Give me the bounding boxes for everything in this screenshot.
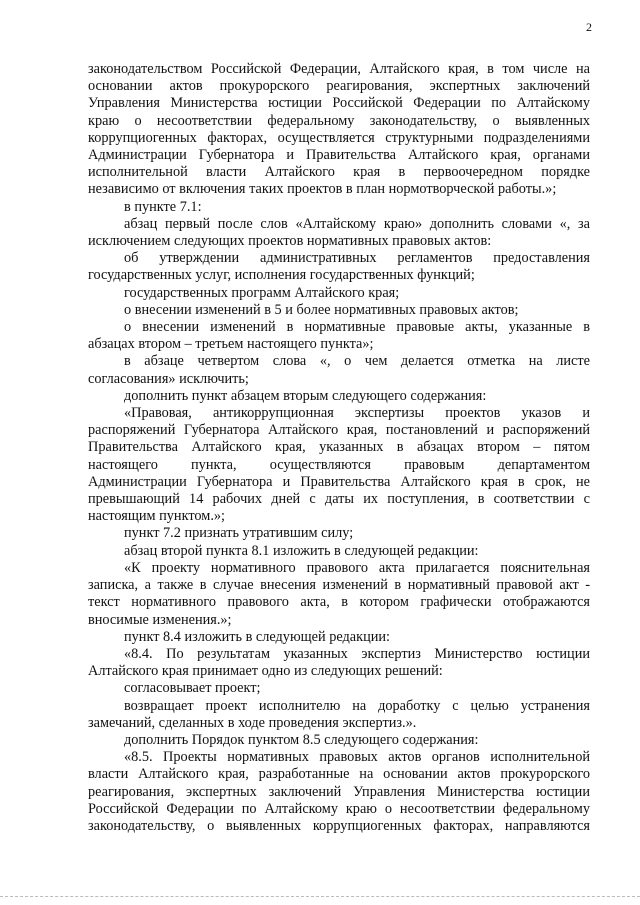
text-line: законодательству, о выявленных коррупциогенных факторах, направляются [88, 817, 590, 834]
text-line: абзац второй пункта 8.1 изложить в следующей редакции: [124, 542, 479, 559]
text-line: замечаний, сделанных в ходе проведения экспертиз.». [88, 714, 417, 731]
text-line: в абзаце четвертом слова «, о чем делается отметка на листе [124, 353, 590, 370]
text-line: дополнить Порядок пунктом 8.5 следующего содержания: [124, 731, 479, 748]
text-line: настоящим пунктом.»; [88, 508, 226, 525]
text-line: краю о несоответствии федеральному законодательству, о выявленных [88, 112, 590, 129]
text-line: Управления Министерства юстиции Российской Федерации по Алтайскому [88, 95, 590, 112]
text-line: пункт 7.2 признать утратившим силу; [124, 525, 354, 542]
text-line: «К проекту нормативного правового акта прилагается пояснительная [124, 559, 590, 576]
text-line: «8.4. По результатам указанных экспертиз Министерство юстиции [124, 645, 590, 662]
text-line: согласовывает проект; [124, 680, 261, 697]
page-number: 2 [586, 20, 592, 34]
text-line: коррупциогенных факторах, осуществляется структурными подразделениями [88, 129, 590, 146]
text-line: текст нормативного правового акта, в котором графически отображаются [88, 594, 590, 611]
text-line: «Правовая, антикоррупционная экспертизы проектов указов и [124, 405, 590, 422]
text-line: пункт 8.4 изложить в следующей редакции: [124, 628, 391, 645]
text-line: Администрации Губернатора и Правительства Алтайского края в срок, не [88, 473, 590, 490]
text-line: Алтайского края принимает одно из следующих решений: [88, 663, 443, 680]
document-body [88, 61, 590, 835]
text-line: об утверждении административных регламентов предоставления [124, 250, 590, 267]
text-line: о внесении изменений в нормативные правовые акты, указанные в [124, 319, 590, 336]
text-line: вносимые изменения.»; [88, 611, 232, 628]
text-line: государственных услуг, исполнения государственных функций; [88, 267, 475, 284]
text-line: основании актов прокурорского реагирования, экспертных заключений [88, 78, 590, 95]
text-line: превышающий 14 рабочих дней с даты их поступления, в соответствии с [88, 491, 590, 508]
text-line: дополнить пункт абзацем вторым следующего содержания: [124, 387, 487, 404]
text-line: реагирования, экспертных заключений Управления Министерства юстиции [88, 783, 590, 800]
text-line: согласования» исключить; [88, 370, 249, 387]
text-line: законодательством Российской Федерации, Алтайского края, в том числе на [88, 61, 590, 77]
text-line: независимо от включения таких проектов в план нормотворческой работы.»; [88, 181, 557, 198]
text-line: абзац первый после слов «Алтайскому краю» дополнить словами «, за [124, 215, 590, 232]
text-line: абзацах втором – третьем настоящего пункта»; [88, 336, 374, 353]
text-line: возвращает проект исполнителю на доработку с целью устранения [124, 697, 590, 714]
text-line: исполнительной власти Алтайского края в первоочередном порядке [88, 164, 590, 181]
text-line: власти Алтайского края, разработанные на основании актов прокурорского [88, 766, 590, 783]
text-line: государственных программ Алтайского края; [124, 284, 400, 301]
text-line: распоряжений Губернатора Алтайского края, постановлений и распоряжений [88, 422, 590, 439]
scan-edge-marks [0, 896, 640, 898]
text-line: записка, а также в случае внесения изменений в нормативный правовой акт - [88, 577, 590, 594]
text-line: Правительства Алтайского края, указанных в абзацах втором – пятом [88, 439, 590, 456]
text-line: настоящего пункта, осуществляются правовым департаментом [88, 456, 590, 473]
text-line: «8.5. Проекты нормативных правовых актов органов исполнительной [124, 749, 590, 766]
text-line: в пункте 7.1: [124, 198, 202, 215]
text-line: о внесении изменений в 5 и более нормативных правовых актов; [124, 301, 519, 318]
text-line: Администрации Губернатора и Правительства Алтайского края, органами [88, 147, 590, 164]
text-line: исключением следующих проектов нормативных правовых актов: [88, 233, 492, 250]
text-line: Российской Федерации по Алтайскому краю о несоответствии федеральному [88, 800, 590, 817]
